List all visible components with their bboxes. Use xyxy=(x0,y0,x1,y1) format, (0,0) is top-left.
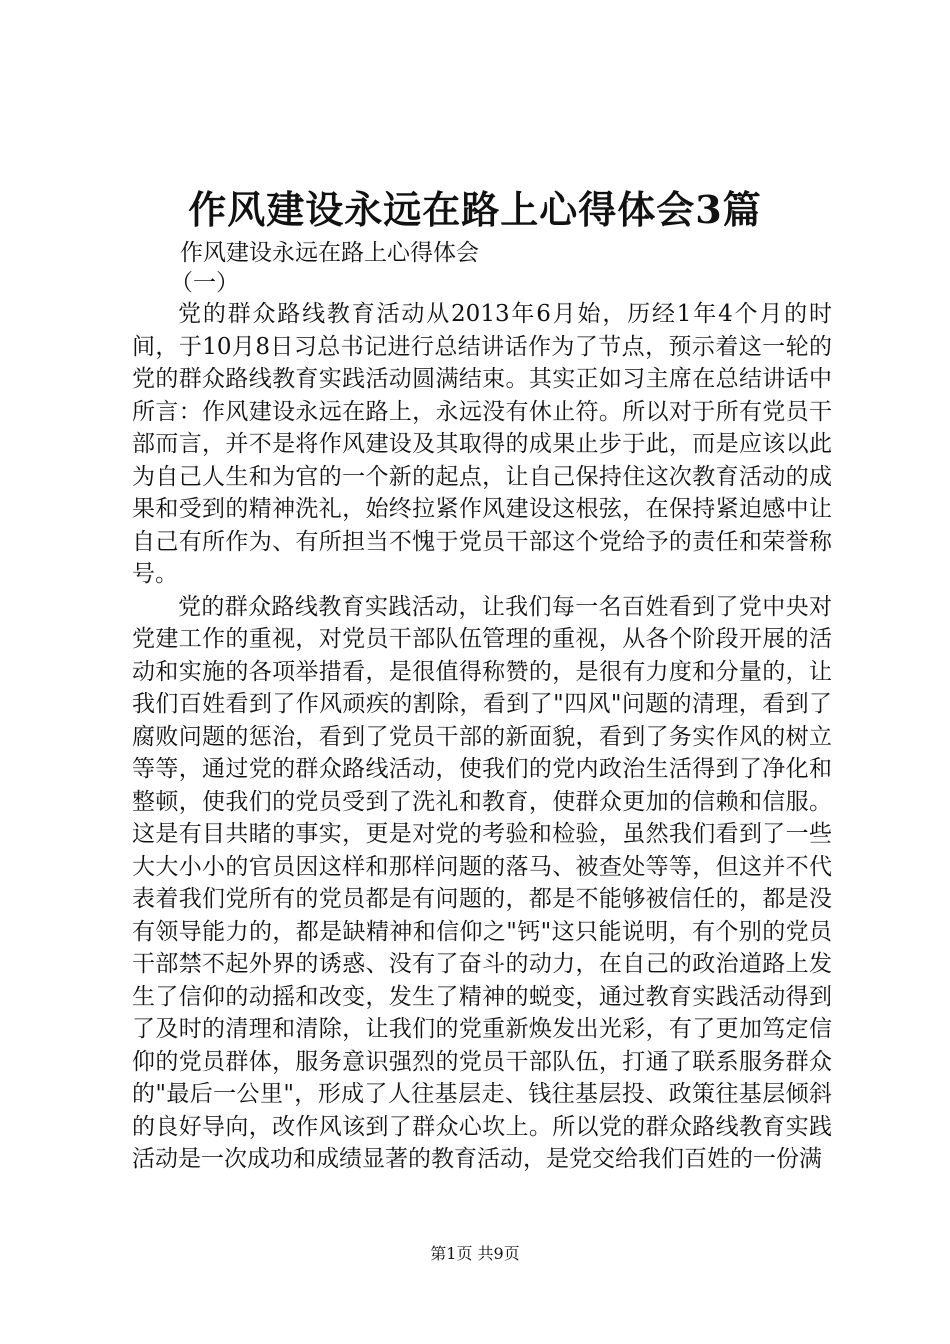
body-paragraph-1: 党的群众路线教育活动从2013年6月始，历经1年4个月的时间，于10月8日习总书记进行总结讲话作为了节点，预示着这一轮的党的群众路线教育实践活动圆满结束。其实正如习主席在总结讲话中所言：作风建设永远在路上，永远没有休止符。所以对于所有党员干部而言，并不是将作风建设及其取得的成果止步于此，而是应该以此为自己人生和为官的一个新的起点，让自己保持住这次教育活动的成果和受到的精神洗礼，始终拉紧作风建设这根弦，在保持紧迫感中让自己有所作为、有所担当不愧于党员干部这个党给予的责任和荣誉称号。 xyxy=(132,301,832,587)
document-subtitle: 作风建设永远在路上心得体会 xyxy=(180,240,479,266)
body-paragraph-2: 党的群众路线教育实践活动，让我们每一名百姓看到了党中央对党建工作的重视，对党员干部队伍管理的重视，从各个阶段开展的活动和实施的各项举措看，是很值得称赞的，是很有力度和分量的，让我们百姓看到了作风顽疾的割除，看到了"四风"问题的清理，看到了腐败问题的惩治，看到了党员干部的新面貌，看到了务实作风的树立等等，通过党的群众路线活动，使我们的党内政治生活得到了净化和整顿，使我们的党员受到了洗礼和教育，使群众更加的信赖和信服。这是有目共睹的事实，更是对党的考验和检验，虽然我们看到了一些大大小小的官员因这样和那样问题的落马、被查处等等，但这并不代表着我们党所有的党员都是有问题的，都是不能够被信任的，都是没有领导能力的，都是缺精神和信仰之"钙"这只能说明，有个别的党员干部禁不起外界的诱惑、没有了奋斗的动力，在自己的政治道路上发生了信仰的动摇和改变，发生了精神的蜕变，通过教育实践活动得到了及时的清理和清除，让我们的党重新焕发出光彩，有了更加笃定信仰的党员群体，服务意识强烈的党员干部队伍，打通了联系服务群众的"最后一公里"，形成了人往基层走、钱往基层投、政策往基层倾斜的良好导向，改作风该到了群众心坎上。所以党的群众路线教育实践活动是一次成功和成绩显著的教育活动，是党交给我们百姓的一份满 xyxy=(132,593,832,1172)
section-label: （一） xyxy=(170,270,239,296)
page-footer: 第1页 共9页 xyxy=(430,1244,520,1263)
document-body xyxy=(132,298,832,1176)
document-title: 作风建设永远在路上心得体会3篇 xyxy=(188,187,762,232)
